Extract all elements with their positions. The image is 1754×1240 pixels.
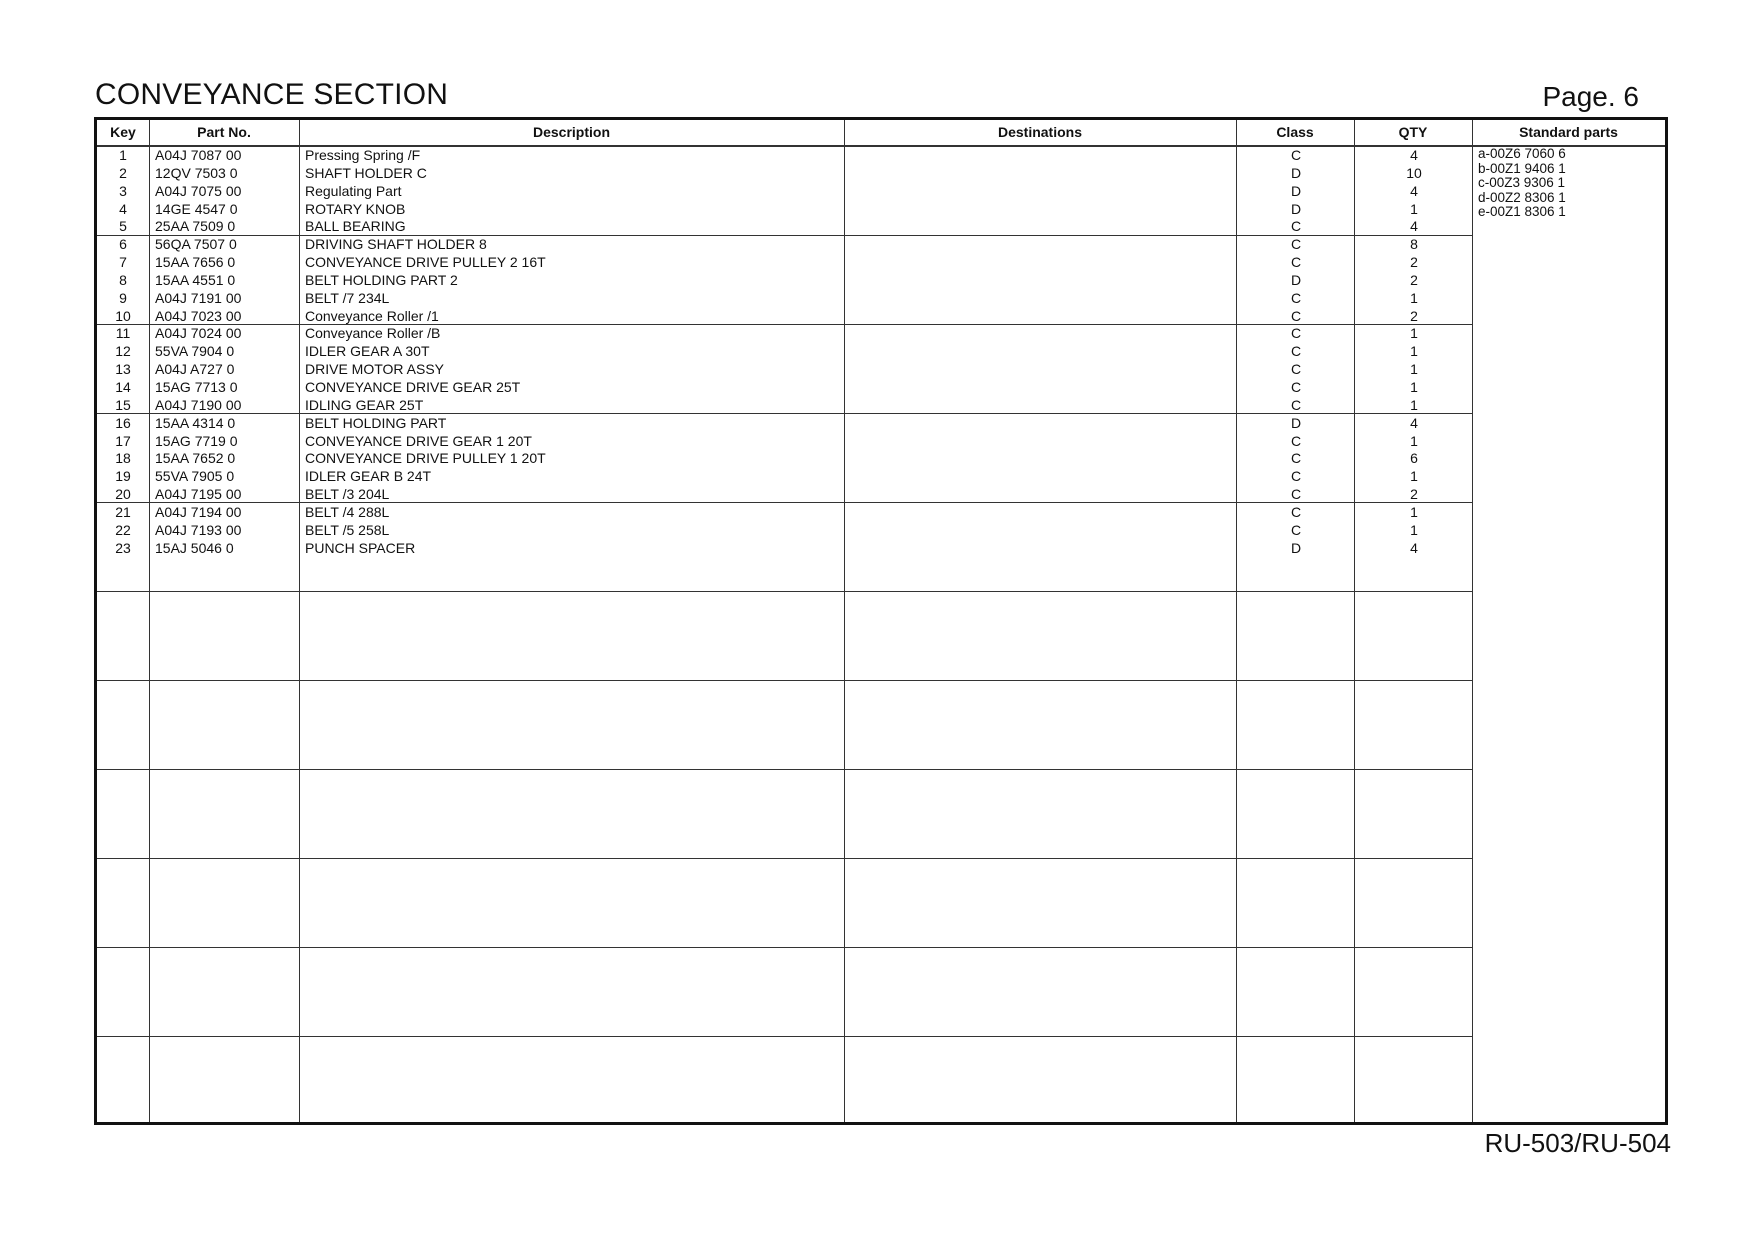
part-no-cell: 15AA 4314 0 [155, 414, 236, 431]
table-row [97, 218, 1665, 236]
key-cell: 4 [119, 200, 127, 217]
key-cell: 22 [115, 521, 131, 538]
qty-cell: 2 [1410, 254, 1418, 271]
table-row [97, 415, 1665, 433]
table-row [97, 254, 1665, 272]
class-cell: C [1290, 432, 1302, 449]
key-cell: 11 [115, 325, 131, 342]
qty-cell: 1 [1410, 200, 1418, 217]
part-no-cell: 12QV 7503 0 [155, 164, 238, 181]
standard-part: e-00Z1 8306 1 [1478, 204, 1566, 220]
qty-cell: 8 [1410, 236, 1418, 253]
qty-cell: 4 [1410, 539, 1418, 556]
page-title: CONVEYANCE SECTION [95, 78, 449, 111]
part-no-cell: 56QA 7507 0 [155, 236, 237, 253]
part-no-cell: A04J 7191 00 [155, 289, 242, 306]
standard-part: c-00Z3 9306 1 [1478, 175, 1566, 191]
part-no-cell: A04J 7190 00 [155, 396, 242, 413]
description-cell: CONVEYANCE DRIVE GEAR 1 20T [305, 432, 532, 449]
class-cell: C [1290, 325, 1302, 342]
page-number: Page. 6 [1542, 81, 1639, 112]
qty-cell: 1 [1410, 361, 1418, 378]
qty-cell: 2 [1410, 486, 1418, 503]
qty-cell: 1 [1410, 289, 1418, 306]
parts-rows [97, 147, 1665, 557]
key-cell: 14 [115, 378, 131, 395]
part-no-cell: 15AA 7656 0 [155, 254, 236, 271]
description-cell: DRIVING SHAFT HOLDER 8 [305, 236, 487, 253]
class-cell: C [1290, 236, 1302, 253]
class-cell: C [1290, 361, 1302, 378]
part-no-cell: A04J 7194 00 [155, 503, 242, 520]
table-row [97, 308, 1665, 326]
description-cell: SHAFT HOLDER C [305, 164, 427, 181]
description-cell: BELT HOLDING PART [305, 414, 447, 431]
key-cell: 6 [119, 236, 127, 253]
qty-cell: 1 [1410, 378, 1418, 395]
description-cell: Regulating Part [305, 182, 402, 199]
table-row [97, 236, 1665, 254]
header-description: Description [532, 124, 610, 140]
table-row [97, 486, 1665, 504]
standard-part: d-00Z2 8306 1 [1478, 189, 1566, 205]
header-destinations: Destinations [997, 124, 1082, 140]
part-no-cell: A04J 7193 00 [155, 521, 242, 538]
header-standard-parts: Standard parts [1519, 124, 1618, 140]
qty-cell: 1 [1410, 432, 1418, 449]
part-no-cell: A04J 7023 00 [155, 307, 242, 324]
description-cell: DRIVE MOTOR ASSY [305, 361, 444, 378]
key-cell: 19 [115, 468, 131, 485]
header-class: Class [1276, 124, 1314, 140]
key-cell: 7 [119, 254, 127, 271]
table-row [97, 343, 1665, 361]
description-cell: BELT /7 234L [305, 289, 390, 306]
qty-cell: 1 [1410, 343, 1418, 360]
qty-cell: 4 [1410, 414, 1418, 431]
qty-cell: 6 [1410, 450, 1418, 467]
qty-cell: 1 [1410, 325, 1418, 342]
key-cell: 16 [115, 414, 131, 431]
table-row [97, 201, 1665, 219]
description-cell: IDLER GEAR A 30T [305, 343, 430, 360]
part-no-cell: 55VA 7904 0 [155, 343, 235, 360]
key-cell: 21 [115, 503, 131, 520]
table-row [97, 540, 1665, 558]
table-row [97, 522, 1665, 540]
key-cell: 1 [119, 147, 127, 163]
table-row [97, 379, 1665, 397]
standard-parts-list [1478, 147, 1566, 220]
table-row [97, 183, 1665, 201]
description-cell: BALL BEARING [305, 218, 406, 235]
qty-cell: 1 [1410, 521, 1418, 538]
class-cell: C [1290, 343, 1302, 360]
table-row [97, 450, 1665, 468]
key-cell: 18 [115, 450, 131, 467]
description-cell: Conveyance Roller /B [305, 325, 441, 342]
part-no-cell: A04J 7195 00 [155, 486, 242, 503]
description-cell: BELT HOLDING PART 2 [305, 271, 458, 288]
description-cell: BELT /4 288L [305, 503, 390, 520]
qty-cell: 2 [1410, 271, 1418, 288]
group-divider [97, 680, 1472, 681]
header-key: Key [110, 124, 136, 140]
class-cell: D [1290, 182, 1302, 199]
qty-cell: 2 [1410, 307, 1418, 324]
table-row [97, 165, 1665, 183]
class-cell: C [1290, 486, 1302, 503]
description-cell: CONVEYANCE DRIVE GEAR 25T [305, 378, 521, 395]
class-cell: D [1290, 539, 1302, 556]
class-cell: C [1290, 521, 1302, 538]
key-cell: 10 [115, 307, 131, 324]
class-cell: C [1290, 396, 1302, 413]
description-cell: CONVEYANCE DRIVE PULLEY 1 20T [305, 450, 546, 467]
key-cell: 12 [115, 343, 131, 360]
table-row [97, 272, 1665, 290]
key-cell: 9 [119, 289, 127, 306]
description-cell: BELT /3 204L [305, 486, 390, 503]
qty-cell: 4 [1410, 147, 1418, 163]
class-cell: D [1290, 414, 1302, 431]
class-cell: C [1290, 378, 1302, 395]
class-cell: D [1290, 164, 1302, 181]
part-no-cell: A04J 7075 00 [155, 182, 242, 199]
part-no-cell: 25AA 7509 0 [155, 218, 236, 235]
parts-table [94, 117, 1668, 1125]
part-no-cell: 14GE 4547 0 [155, 200, 238, 217]
description-cell: IDLER GEAR B 24T [305, 468, 432, 485]
class-cell: C [1290, 450, 1302, 467]
qty-cell: 1 [1410, 503, 1418, 520]
header-part-no: Part No. [197, 124, 251, 140]
qty-cell: 1 [1410, 468, 1418, 485]
part-no-cell: 15AJ 5046 0 [155, 539, 234, 556]
key-cell: 5 [119, 218, 127, 235]
part-no-cell: 15AA 7652 0 [155, 450, 236, 467]
key-cell: 23 [115, 539, 131, 556]
class-cell: D [1290, 200, 1302, 217]
description-cell: BELT /5 258L [305, 521, 390, 538]
description-cell: ROTARY KNOB [305, 200, 406, 217]
table-row [97, 290, 1665, 308]
class-cell: C [1290, 503, 1302, 520]
key-cell: 13 [115, 361, 131, 378]
description-cell: CONVEYANCE DRIVE PULLEY 2 16T [305, 254, 546, 271]
qty-cell: 10 [1406, 164, 1422, 181]
part-no-cell: 55VA 7905 0 [155, 468, 235, 485]
key-cell: 2 [119, 164, 127, 181]
group-divider [97, 591, 1472, 592]
part-no-cell: A04J 7087 00 [155, 147, 242, 163]
class-cell: D [1290, 271, 1302, 288]
table-row [97, 361, 1665, 379]
class-cell: C [1290, 147, 1302, 163]
class-cell: C [1290, 468, 1302, 485]
part-no-cell: 15AG 7713 0 [155, 378, 238, 395]
part-no-cell: 15AG 7719 0 [155, 432, 238, 449]
key-cell: 15 [115, 396, 131, 413]
part-no-cell: A04J A727 0 [155, 361, 235, 378]
table-row [97, 397, 1665, 415]
description-cell: Conveyance Roller /1 [305, 307, 439, 324]
key-cell: 8 [119, 271, 127, 288]
group-divider [97, 1036, 1472, 1037]
part-no-cell: 15AA 4551 0 [155, 271, 236, 288]
table-row [97, 433, 1665, 451]
group-divider [97, 769, 1472, 770]
key-cell: 17 [115, 432, 131, 449]
key-cell: 3 [119, 182, 127, 199]
part-no-cell: A04J 7024 00 [155, 325, 242, 342]
standard-part: a-00Z6 7060 6 [1478, 146, 1566, 161]
qty-cell: 1 [1410, 396, 1418, 413]
group-divider [97, 858, 1472, 859]
description-cell: IDLING GEAR 25T [305, 396, 424, 413]
standard-part: b-00Z1 9406 1 [1478, 160, 1566, 176]
table-row [97, 504, 1665, 522]
group-divider [97, 947, 1472, 948]
table-row [97, 325, 1665, 343]
description-cell: Pressing Spring /F [305, 147, 421, 163]
header-qty: QTY [1398, 124, 1428, 140]
model-code: RU-503/RU-504 [1484, 1128, 1671, 1158]
description-cell: PUNCH SPACER [305, 539, 416, 556]
class-cell: C [1290, 218, 1302, 235]
class-cell: C [1290, 289, 1302, 306]
class-cell: C [1290, 254, 1302, 271]
table-row [97, 147, 1665, 165]
qty-cell: 4 [1410, 218, 1418, 235]
key-cell: 20 [115, 486, 131, 503]
class-cell: C [1290, 307, 1302, 324]
table-row [97, 468, 1665, 486]
qty-cell: 4 [1410, 182, 1418, 199]
